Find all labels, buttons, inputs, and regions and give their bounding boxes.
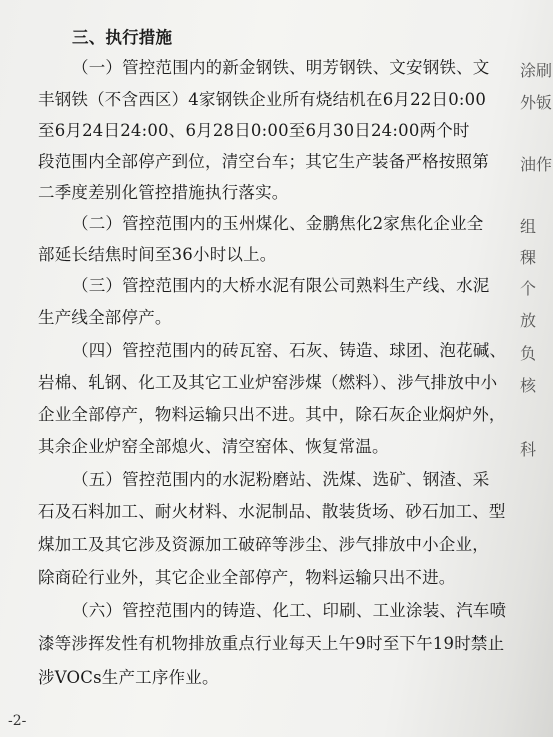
paragraph-1-line-3: 至6月24日24:00、6月28日0:00至6月30日24:00两个时: [38, 121, 470, 140]
margin-fragment: 个: [520, 279, 537, 298]
paragraph-2-line-1: （二）管控范围内的玉州煤化、金鹏焦化2家焦化企业全: [72, 214, 484, 233]
paragraph-4-line-2: 岩棉、轧钢、化工及其它工业炉窑涉煤（燃料）、涉气排放中小: [38, 373, 498, 392]
paragraph-6-line-1: （六）管控范围内的铸造、化工、印刷、工业涂装、汽车喷: [72, 601, 507, 620]
paragraph-5-line-2: 石及石料加工、耐火材料、水泥制品、散装货场、砂石加工、型: [38, 502, 506, 521]
paragraph-1-line-2: 丰钢铁（不含西区）4家钢铁企业所有烧结机在6月22日0:00: [38, 90, 487, 109]
paragraph-5-line-3: 煤加工及其它涉及资源加工破碎等涉尘、涉气排放中小企业，: [38, 535, 489, 554]
margin-fragment: 科: [520, 440, 537, 459]
paragraph-1-line-4: 段范围内全部停产到位，清空台车；其它生产装备严格按照第: [38, 152, 489, 171]
paragraph-6-line-3: 涉VOCs生产工序作业。: [38, 668, 219, 687]
margin-fragment: 核: [520, 376, 537, 395]
margin-fragment: 负: [520, 344, 537, 363]
paragraph-1-line-5: 二季度差别化管控措施执行落实。: [38, 183, 289, 202]
page-number: -2-: [8, 713, 27, 729]
paragraph-4-line-3: 企业全部停产，物料运输只出不进。其中，除石灰企业焖炉外，: [38, 405, 506, 424]
paragraph-5-line-4: 除商砼行业外，其它企业全部停产，物料运输只出不进。: [38, 568, 456, 587]
paragraph-2-line-2: 部延长结焦时间至36小时以上。: [38, 245, 277, 264]
margin-fragment: 放: [520, 311, 537, 330]
margin-fragment: 外钣: [520, 93, 553, 112]
margin-fragment: 稞: [520, 248, 537, 267]
paragraph-6-line-2: 漆等涉挥发性有机物排放重点行业每天上午9时至下午19时禁止: [38, 634, 505, 653]
paragraph-4-line-4: 其余企业炉窑全部熄火、清空窑体、恢复常温。: [38, 437, 389, 456]
paragraph-4-line-1: （四）管控范围内的砖瓦窑、石灰、铸造、球团、泡花碱、: [72, 341, 507, 360]
paragraph-3-line-1: （三）管控范围内的大桥水泥有限公司熟料生产线、水泥: [72, 276, 490, 295]
paragraph-1-line-1: （一）管控范围内的新金钢铁、明芳钢铁、文安钢铁、文: [72, 58, 490, 77]
section-heading: 三、执行措施: [72, 28, 173, 47]
margin-fragment: 组: [520, 217, 537, 236]
paragraph-5-line-1: （五）管控范围内的水泥粉磨站、洗煤、选矿、钢渣、采: [72, 470, 490, 489]
paragraph-3-line-2: 生产线全部停产。: [38, 308, 172, 327]
margin-fragment: 涂刷: [520, 61, 553, 80]
margin-fragment: 油作: [520, 155, 553, 174]
